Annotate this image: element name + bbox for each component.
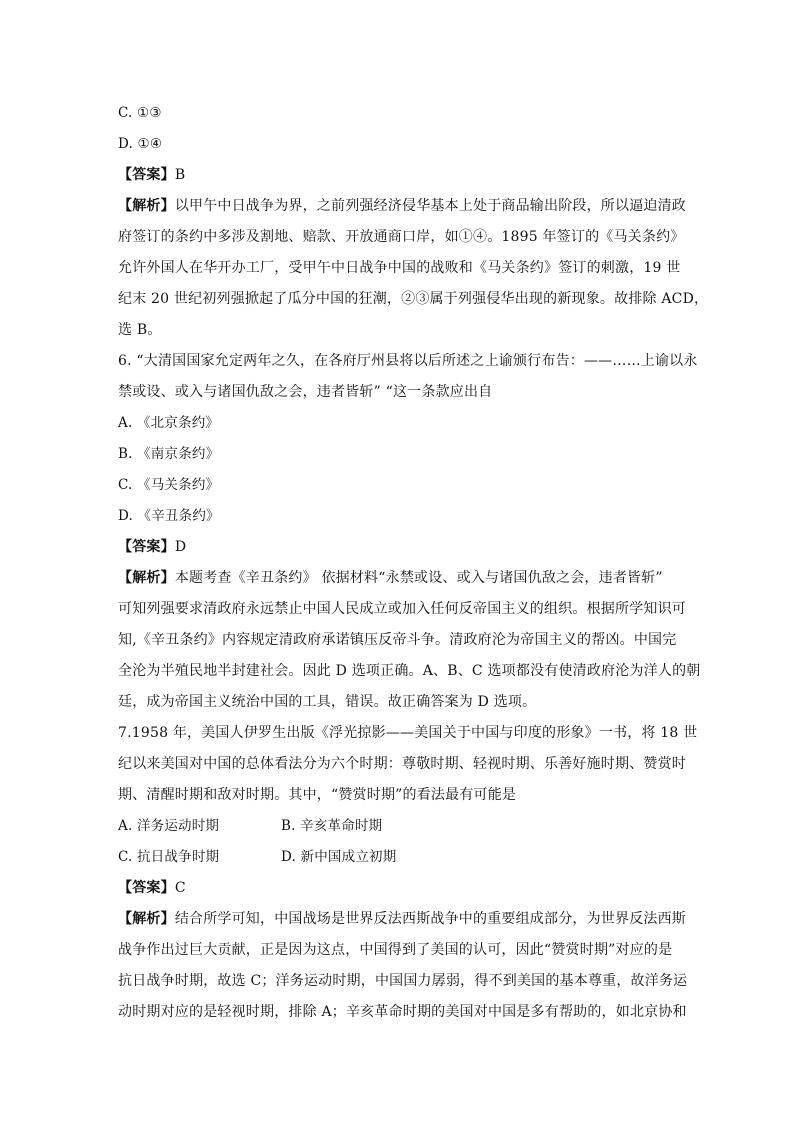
- body-line: 选 B。: [118, 322, 162, 338]
- answer-label: 【答案】: [118, 539, 175, 555]
- body-line: 允许外国人在华开办工厂，受甲午中日战争中国的战败和《马关条约》签订的刺激，19 世: [118, 260, 681, 276]
- body-line: 抗日战争时期，故选 C；洋务运动时期，中国国力孱弱，得不到美国的基本尊重，故洋务运: [118, 973, 688, 989]
- answer-line: [118, 873, 678, 904]
- option-a: A. 洋务运动时期: [118, 818, 220, 834]
- body-line: 动时期对应的是轻视时期，排除 A；辛亥革命时期的美国对中国是多有帮助的，如北京协和: [118, 1004, 687, 1020]
- option-b: B. 辛亥革命时期: [281, 818, 383, 834]
- answer-line: [118, 160, 678, 191]
- option-b: B. 《南京条约》: [118, 446, 220, 462]
- analysis-label: 【解析】: [118, 911, 175, 927]
- analysis-label: 【解析】: [118, 198, 175, 214]
- body-line: 可知列强要求清政府永远禁止中国人民成立或加入任何反帝国主义的组织。根据所学知识可: [118, 601, 686, 617]
- answer-label: 【答案】: [118, 880, 175, 896]
- answer-value: B: [174, 167, 186, 183]
- body-line: 战争作出过巨大贡献，正是因为这点，中国得到了美国的认可，因此“赞赏时期”对应的是: [118, 942, 673, 958]
- analysis-line: [118, 563, 678, 594]
- options-row-cd: [118, 842, 678, 873]
- answer-value: D: [174, 539, 187, 555]
- option-c: C. 抗日战争时期: [118, 849, 220, 865]
- option-d: D. 《辛丑条约》: [118, 508, 220, 524]
- body-line: 知,《辛丑条约》内容规定清政府承诺镇压反帝斗争。清政府沦为帝国主义的帮凶。中国完: [118, 632, 677, 648]
- option-d: D. ①④: [118, 136, 163, 152]
- analysis-label: 【解析】: [118, 570, 175, 586]
- answer-line: [118, 532, 678, 563]
- answer-label: 【答案】: [118, 167, 175, 183]
- option-a: A. 《北京条约》: [118, 415, 220, 431]
- question-6-stem: 6. “大清国国家允定两年之久，在各府厅州县将以后所述之上谕颁行布告：——……上谕以永: [118, 353, 698, 369]
- document-page: [118, 98, 709, 1028]
- options-row-ab: [118, 811, 678, 842]
- body-line: 期、清醒时期和敌对时期。其中，“赞赏时期”的看法最有可能是: [118, 787, 517, 803]
- analysis-text: 本题考查《辛丑条约》 依据材料“永禁或设、或入与诸国仇敌之会，违者皆斩”: [174, 570, 663, 586]
- option-c: C. 《马关条约》: [118, 477, 220, 493]
- body-line: 廷，成为帝国主义统治中国的工具，错误。故正确答案为 D 选项。: [118, 694, 537, 710]
- body-line: 纪末 20 世纪初列强掀起了瓜分中国的狂潮，②③属于列强侵华出现的新现象。故排除 ACD，: [118, 291, 709, 307]
- body-line: 纪以来美国对中国的总体看法分为六个时期：尊敬时期、轻视时期、乐善好施时期、赞赏时: [118, 756, 686, 772]
- question-7-stem: 7.1958 年，美国人伊罗生出版《浮光掠影——美国关于中国与印度的形象》一书，将 18 世: [118, 725, 698, 741]
- analysis-line: [118, 904, 687, 935]
- option-d: D. 新中国成立初期: [281, 849, 397, 865]
- body-line: 府签订的条约中多涉及割地、赔款、开放通商口岸，如①④。1895 年签订的《马关条约》: [118, 229, 685, 245]
- analysis-line: [118, 191, 687, 222]
- option-c: C. ①③: [118, 105, 162, 121]
- answer-value: C: [174, 880, 186, 896]
- analysis-text: 以甲午中日战争为界，之前列强经济侵华基本上处于商品输出阶段，所以逼迫清政: [174, 198, 687, 214]
- body-line: 禁或设、或入与诸国仇敌之会，违者皆斩” “这一条款应出自: [118, 384, 493, 400]
- body-line: 全沦为半殖民地半封建社会。因此 D 选项正确。A、B、C 选项都没有使清政府沦为洋人的朝: [118, 663, 701, 679]
- analysis-text: 结合所学可知，中国战场是世界反法西斯战争中的重要组成部分，为世界反法西斯: [174, 911, 687, 927]
